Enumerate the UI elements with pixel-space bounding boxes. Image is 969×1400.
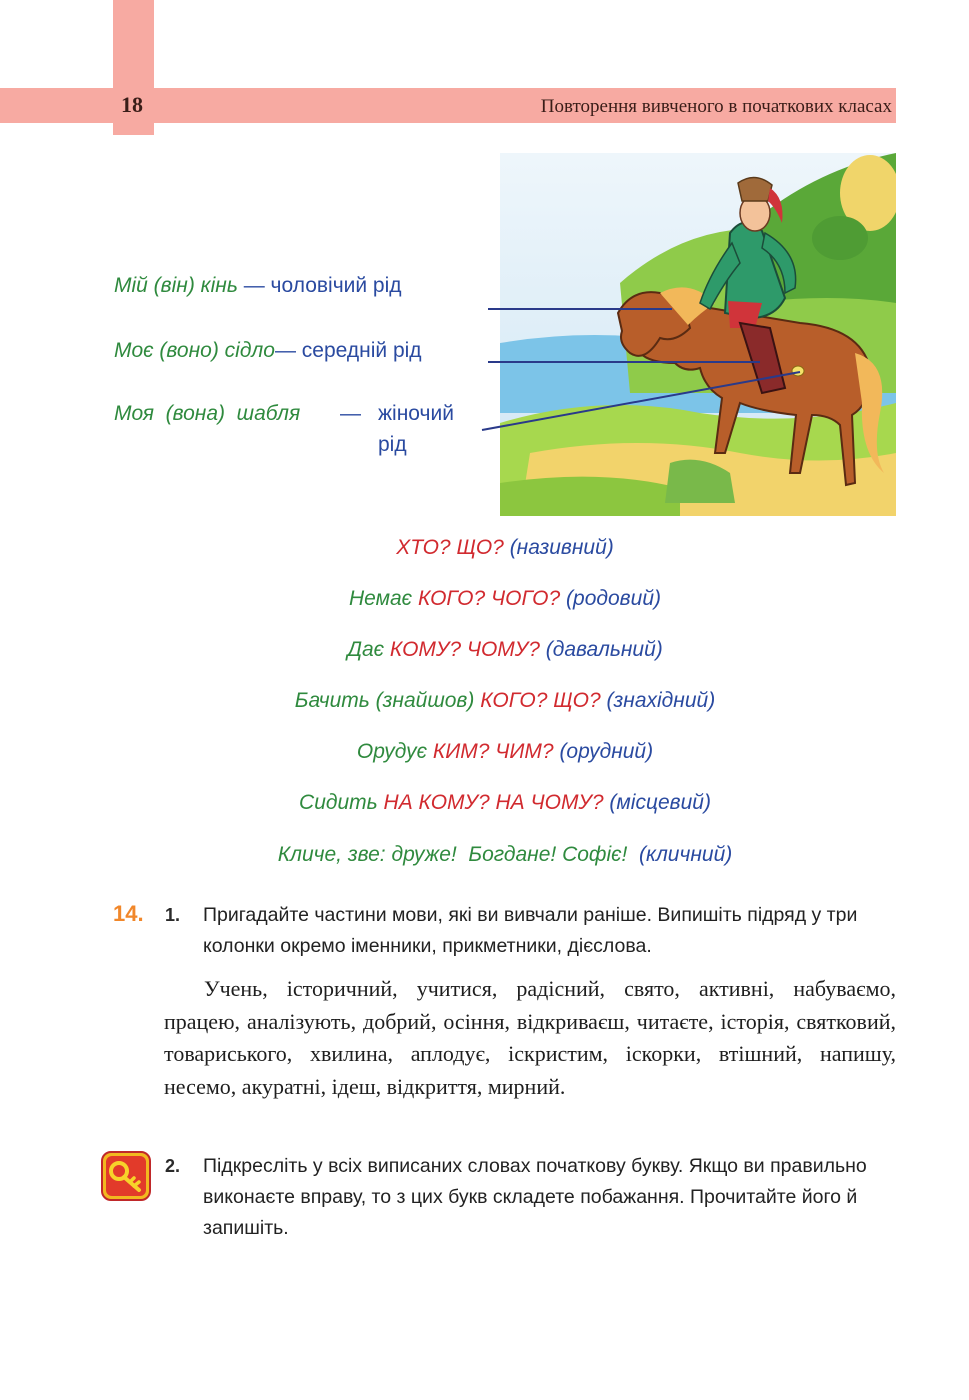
gender-neuter (114, 335, 422, 366)
case-name: (кличний) (639, 843, 733, 866)
task-2-text: Підкресліть у всіх виписаних словах початкову букву. Якщо ви правильно виконаєте вправу, то з цих букв складете побажання. Прочитайте його й запишіть. (203, 1155, 867, 1239)
word-list: Учень, історичний, учитися, радісний, свято, активні, набуваємо, працею, аналізують, добрий, осіння, відкриваєш, читаєте, історія, святковий, товариського, хвилина, аплодує, іскристим, іскорки, втішний, напишу, несемо, акуратні, ідеш, відкриття, мирний. (164, 976, 896, 1099)
case-genitive (0, 587, 969, 611)
gender-phrase: Моя (вона) шабля (114, 402, 301, 425)
task-1-number: 1. (165, 905, 181, 925)
page-title: Повторення вивченого в початкових класах (540, 96, 892, 117)
case-name: (давальний) (545, 638, 663, 661)
case-question: КИМ? ЧИМ? (432, 740, 554, 763)
gender-name-feminine (378, 398, 454, 460)
gender-name-line2: рід (378, 433, 407, 456)
gender-dash-feminine (340, 398, 361, 429)
case-question: НА КОМУ? НА ЧОМУ? (383, 791, 604, 814)
case-locative (0, 791, 969, 815)
case-name: (знахідний) (606, 689, 716, 712)
gender-name: чоловічий рід (270, 274, 402, 297)
gender-phrase: Моє (воно) сідло (114, 339, 275, 362)
pointer-line-sabre (482, 372, 800, 430)
task-1-text: Пригадайте частини мови, які ви вивчали раніше. Випишіть підряд у три колонки окремо іменники, прикметники, дієслова. (203, 904, 858, 957)
case-name: (місцевий) (609, 791, 711, 814)
case-question: КОГО? ЩО? (480, 689, 601, 712)
gender-masculine (114, 270, 402, 301)
case-nominative (0, 536, 969, 560)
case-dative (0, 638, 969, 662)
case-prefix: Дає (347, 638, 385, 661)
gender-feminine (114, 398, 300, 429)
case-question: КОГО? ЧОГО? (417, 587, 561, 610)
case-accusative (0, 689, 969, 713)
case-prefix: Орудує (356, 740, 427, 763)
case-prefix: Сидить (299, 791, 378, 814)
gender-dash: — (340, 402, 361, 425)
case-prefix: Бачить (знайшов) (294, 689, 475, 712)
page-number: 18 (121, 92, 143, 117)
gender-name-line1: жіночий (378, 402, 454, 425)
case-vocative (0, 843, 969, 867)
gender-name: середній рід (301, 339, 422, 362)
case-name: (називний) (509, 536, 614, 559)
gender-dash: — (274, 339, 296, 362)
gender-phrase: Мій (він) кінь (114, 274, 238, 297)
exercise-number: 14. (113, 901, 144, 926)
case-prefix: Кличе, зве: друже! Богдане! Софіє! (277, 843, 628, 866)
case-instrumental (0, 740, 969, 764)
task-2-number: 2. (165, 1156, 181, 1176)
case-name: (родовий) (566, 587, 661, 610)
key-icon (101, 1151, 151, 1201)
gender-dash: — (243, 274, 265, 297)
case-prefix: Немає (349, 587, 413, 610)
case-name: (орудний) (559, 740, 654, 763)
case-question: ХТО? ЩО? (396, 536, 504, 559)
case-question: КОМУ? ЧОМУ? (389, 638, 540, 661)
